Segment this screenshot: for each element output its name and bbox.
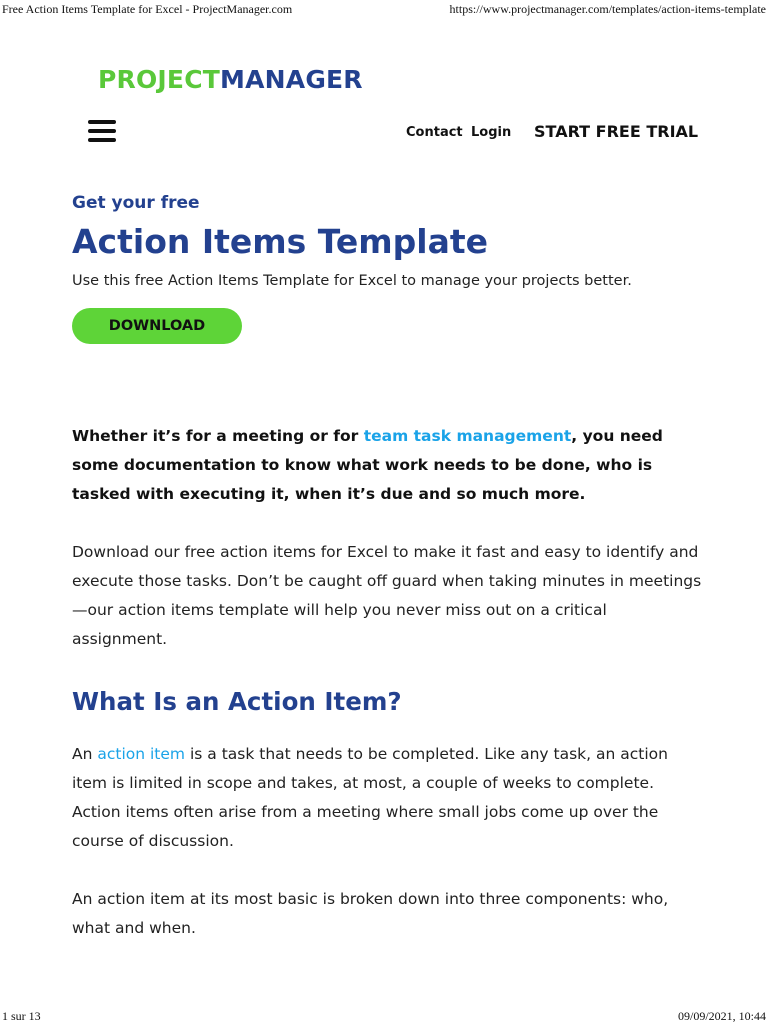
hero-subtitle: Use this free Action Items Template for Excel to manage your projects better.: [72, 273, 632, 289]
team-task-management-link[interactable]: team task management: [363, 427, 572, 445]
section-heading: What Is an Action Item?: [72, 687, 402, 716]
page-title: Action Items Template: [72, 222, 489, 261]
action-item-link[interactable]: action item: [97, 745, 186, 763]
nav-login-link[interactable]: Login: [471, 125, 512, 140]
print-url: https://www.projectmanager.com/templates/action-items-template: [449, 2, 766, 16]
download-paragraph: Download our free action items for Excel to make it fast and easy to identify and execute those tasks. Don’t be caught off guard when taking minutes in meetings—our action items template will help you never miss out on a critical assignment.: [72, 543, 702, 648]
projectmanager-logo[interactable]: [98, 64, 363, 96]
nav-contact-link[interactable]: Contact: [406, 125, 463, 140]
menu-bar: [88, 120, 116, 124]
intro-paragraph: [72, 422, 702, 509]
start-free-trial-link[interactable]: START FREE TRIAL: [534, 122, 699, 141]
intro-text-after: , you need some documentation to know what work needs to be done, who is tasked with executing it, when it’s due and so much more.: [72, 427, 663, 503]
components-paragraph: An action item at its most basic is broken down into three components: who, what and when.: [72, 890, 669, 937]
download-button[interactable]: DOWNLOAD: [72, 308, 242, 344]
menu-bar: [88, 138, 116, 142]
logo-part-manager: MANAGER: [220, 65, 363, 94]
menu-bar: [88, 129, 116, 133]
logo-part-project: PROJECT: [98, 65, 221, 94]
hero-kicker: Get your free: [72, 193, 200, 213]
definition-paragraph: [72, 740, 702, 856]
intro-text-before: Whether it’s for a meeting or for: [72, 427, 364, 445]
hamburger-menu-icon[interactable]: [88, 120, 116, 144]
definition-text-after: is a task that needs to be completed. Like any task, an action item is limited in scope and takes, at most, a couple of weeks to complete. Action items often arise from a meeting where small jobs come up over the course of discussion.: [72, 745, 668, 850]
print-datetime: 09/09/2021, 10:44: [677, 1009, 766, 1023]
definition-text-before: An: [72, 745, 98, 763]
print-page-title: Free Action Items Template for Excel - ProjectManager.com: [2, 2, 293, 16]
print-page-number: 1 sur 13: [2, 1009, 41, 1023]
